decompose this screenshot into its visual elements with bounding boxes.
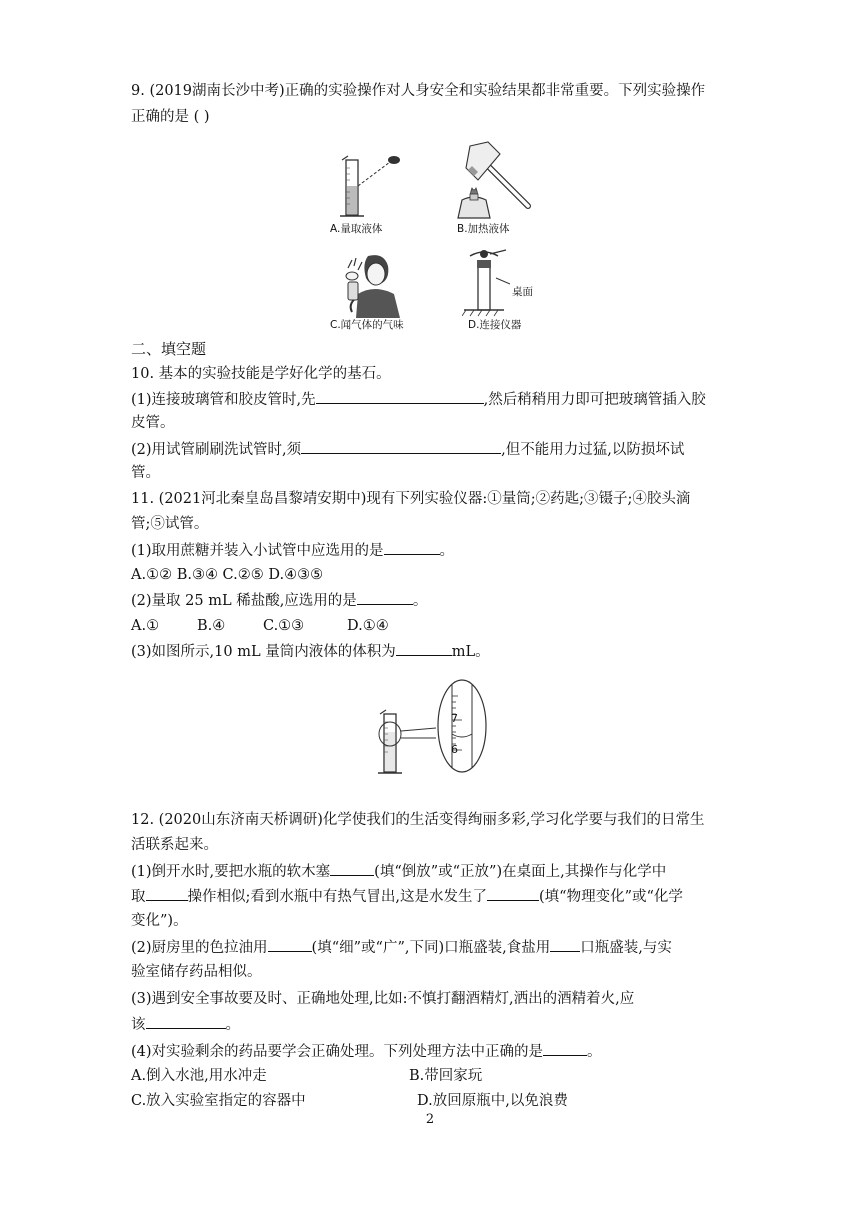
q11-part3-unit: mL。	[451, 644, 490, 660]
q10-part2-continued: 管。	[131, 465, 160, 481]
q12-part2-text-b: (填“细”或“广”,下同)口瓶盛装,食盐用	[311, 940, 551, 956]
q12-part1-text-d: 操作相似;看到水瓶中有热气冒出,这是水发生了	[187, 889, 487, 905]
q10-stem: 10. 基本的实验技能是学好化学的基石。	[131, 366, 391, 382]
q11-part1-end: 。	[439, 543, 455, 559]
q10-part2-text: (2)用试管刷刷洗试管时,须	[131, 442, 302, 458]
q11-part2-text: (2)量取 25 mL 稀盐酸,应选用的是	[131, 593, 357, 609]
figure-a-measure-liquid	[328, 150, 418, 220]
q11-part2-options	[131, 616, 389, 636]
q12-part1-blank1[interactable]	[330, 861, 374, 876]
q10-part2-text-after: ,但不能用力过猛,以防损坏试	[501, 442, 685, 458]
q11-part1-text: (1)取用蔗糖并装入小试管中应选用的是	[131, 543, 384, 559]
figure-b-caption: B.加热液体	[457, 223, 510, 235]
q10-part2	[131, 439, 684, 460]
page-number: 2	[425, 1112, 435, 1127]
q11-part2-end: 。	[412, 593, 428, 609]
graduated-cylinder-figure	[370, 676, 496, 776]
q12-part1-text-a: (1)倒开水时,要把水瓶的软木塞	[131, 864, 331, 880]
q12-part3-text-b: 该	[131, 1017, 146, 1033]
q12-part1-line2	[131, 886, 683, 907]
cylinder-tick-label-6: 6	[451, 743, 458, 756]
q10-part2-blank[interactable]	[301, 439, 501, 454]
q12-option-b: B.带回家玩	[409, 1068, 483, 1084]
figure-a-caption: A.量取液体	[330, 223, 383, 235]
q11-part3-blank[interactable]	[396, 641, 452, 656]
q12-part1-blank2[interactable]	[146, 886, 188, 901]
q12-option-c: C.放入实验室指定的容器中	[131, 1093, 306, 1109]
q11-part2-option-a: A.①	[131, 618, 160, 634]
figure-d-caption: D.连接仪器	[468, 319, 522, 331]
cylinder-tick-label-7: 7	[451, 712, 458, 725]
q9-stem-line2: 正确的是 ( )	[131, 109, 210, 125]
q12-part1-line1	[131, 861, 666, 882]
q11-part1-options: A.①② B.③④ C.②⑤ D.④③⑤	[131, 567, 324, 583]
q12-part4-end: 。	[587, 1044, 602, 1060]
figure-d-connect-apparatus	[462, 248, 532, 318]
q12-options-row1	[131, 1066, 482, 1086]
q11-stem-line2: 管;⑤试管。	[131, 516, 209, 532]
q12-part2-line2: 验室储存药品相似。	[131, 964, 262, 980]
q12-part2-blank2[interactable]	[550, 937, 580, 952]
q12-part1-text-e: (填“物理变化”或“化学	[539, 889, 683, 905]
figure-c-smell-gas	[330, 250, 408, 318]
q11-part2-blank[interactable]	[357, 590, 413, 605]
section-heading-fill-blank: 二、填空题	[131, 340, 207, 358]
q12-part4-text: (4)对实验剩余的药品要学会正确处理。下列处理方法中正确的是	[131, 1044, 544, 1060]
q12-part2-line1	[131, 937, 672, 958]
figure-b-heat-liquid	[448, 138, 538, 220]
q12-part3-line2	[131, 1014, 240, 1035]
q12-part3-line1: (3)遇到安全事故要及时、正确地处理,比如:不慎打翻酒精灯,洒出的酒精着火,应	[131, 991, 635, 1007]
q10-part1-text: (1)连接玻璃管和胶皮管时,先	[131, 392, 316, 408]
q11-part2-option-d: D.①④	[347, 618, 389, 634]
q12-stem-line1: 12. (2020山东济南天桥调研)化学使我们的生活变得绚丽多彩,学习化学要与我们的日常生	[131, 812, 705, 828]
q11-part2	[131, 590, 427, 611]
q10-part1-text-after: ,然后稍稍用力即可把玻璃管插入胶	[483, 392, 706, 408]
figure-c-caption: C.闻气体的气味	[330, 319, 404, 331]
q11-part3-text: (3)如图所示,10 mL 量筒内液体的体积为	[131, 644, 396, 660]
q12-part1-text-b: (填“倒放”或“正放”)在桌面上,其操作与化学中	[374, 864, 667, 880]
q11-part3	[131, 641, 490, 662]
figure-d-desk-label: 桌面	[512, 286, 533, 298]
q12-options-row2	[131, 1091, 568, 1111]
q12-option-a: A.倒入水池,用水冲走	[131, 1068, 267, 1084]
q12-part4-blank[interactable]	[543, 1041, 587, 1056]
q10-part1-continued: 皮管。	[131, 415, 175, 431]
q12-option-d: D.放回原瓶中,以免浪费	[417, 1093, 568, 1109]
q12-part3-blank[interactable]	[146, 1014, 226, 1029]
q11-part2-option-c: C.①③	[263, 618, 305, 634]
q10-part1-blank[interactable]	[316, 389, 484, 404]
q12-part4	[131, 1041, 602, 1062]
q11-stem-line1: 11. (2021河北秦皇岛昌黎靖安期中)现有下列实验仪器:①量筒;②药匙;③镊子;④胶头滴	[131, 491, 691, 507]
q10-part1	[131, 389, 706, 410]
q9-stem-line1: 9. (2019湖南长沙中考)正确的实验操作对人身安全和实验结果都非常重要。下列实验操作	[131, 83, 706, 99]
q11-part1-blank[interactable]	[384, 540, 440, 555]
q12-part1-text-c: 取	[131, 889, 146, 905]
q12-part3-end: 。	[225, 1017, 240, 1033]
q11-part2-option-b: B.④	[197, 618, 226, 634]
q12-stem-line2: 活联系起来。	[131, 837, 218, 853]
q12-part1-blank3[interactable]	[487, 886, 539, 901]
q11-part1	[131, 540, 454, 561]
q12-part1-line3: 变化”)。	[131, 913, 188, 929]
q12-part2-text-c: 口瓶盛装,与实	[580, 940, 672, 956]
q12-part2-text-a: (2)厨房里的色拉油用	[131, 940, 268, 956]
q12-part2-blank1[interactable]	[268, 937, 312, 952]
